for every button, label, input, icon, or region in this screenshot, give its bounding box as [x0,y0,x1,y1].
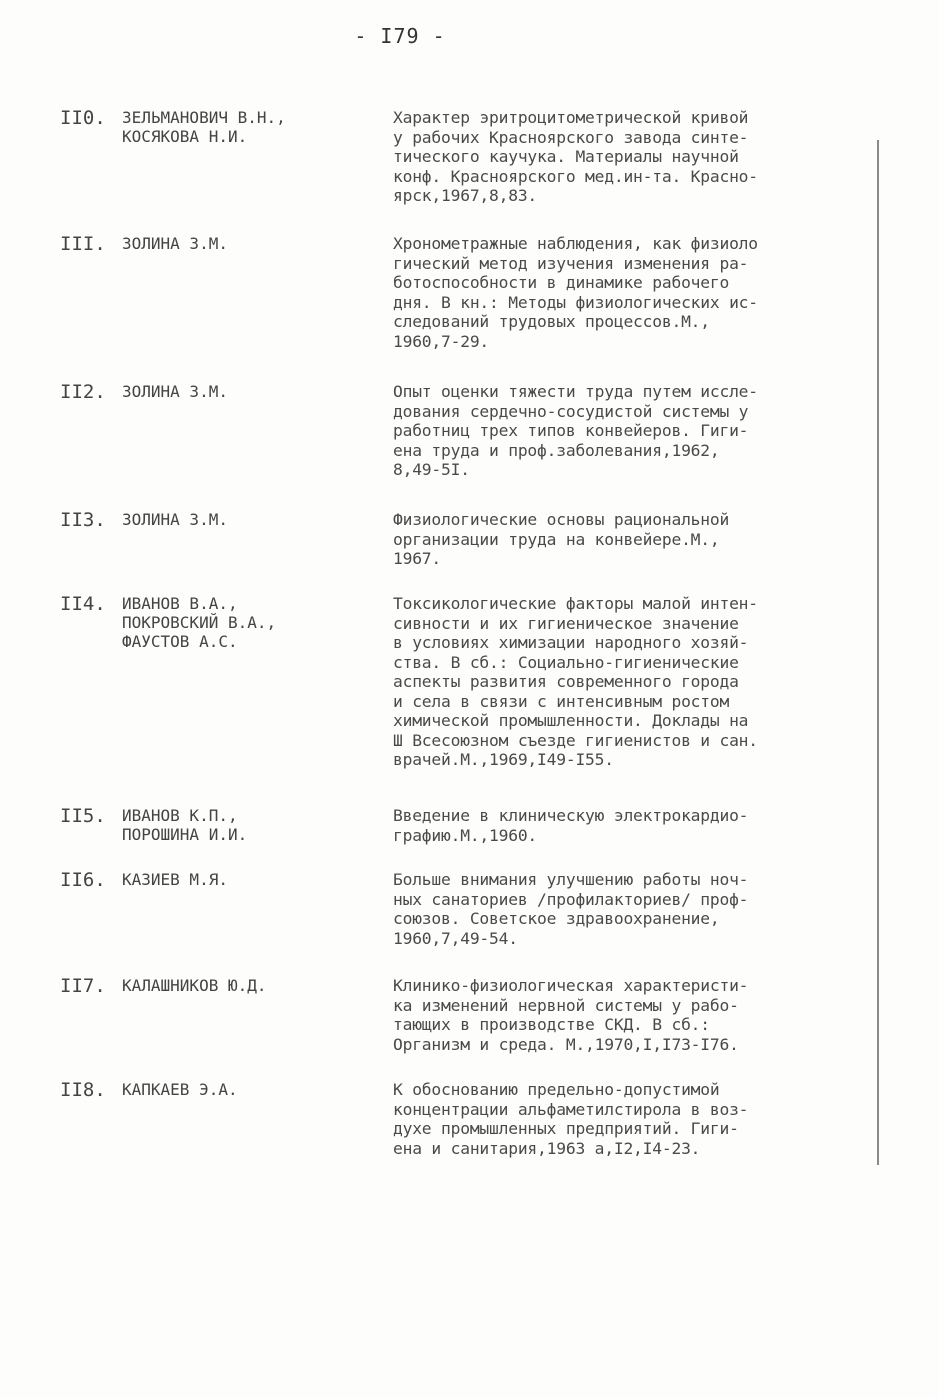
citation-line: 1960,7-29. [393,331,490,351]
entry-citation [393,870,879,948]
citation-line: врачей.М.,1969,I49-I55. [393,750,614,769]
citation-line: сивности и их гигиеническое значение [393,613,739,633]
entry-authors [122,1080,382,1099]
entry-number: II7. [60,975,106,997]
entry-citation [393,234,879,351]
entry-citation [393,806,879,845]
citation-line: Введение в клиническую электрокардио- [393,806,749,825]
citation-line: духе промышленных предприятий. Гиги- [393,1119,739,1138]
citation-line: Ш Всесоюзном съезде гигиенистов и сан. [393,730,758,750]
author-line: КАПКАЕВ Э.А. [122,1080,238,1099]
entry-authors [122,234,382,253]
citation-line: ка изменений нервной системы у рабо- [393,995,739,1015]
citation-line: тического каучука. Материалы научной [393,147,739,166]
citation-line: дования сердечно-сосудистой системы у [393,401,749,421]
citation-line: концентрации альфаметилстирола в воз- [393,1099,749,1119]
author-line: ЗЕЛЬМАНОВИЧ В.Н., [122,108,286,127]
citation-line: 8,49-5I. [393,460,470,479]
entry-number: II3. [60,509,106,531]
citation-line: Токсикологические факторы малой интен- [393,594,758,613]
citation-line: ярск,1967,8,83. [393,186,538,205]
citation-line: Больше внимания улучшению работы ноч- [393,870,749,889]
citation-line: 1967. [393,549,442,568]
author-line: ИВАНОВ К.П., [122,806,238,825]
citation-line: гический метод изучения изменения ра- [393,253,749,273]
citation-line: Характер эритроцитометрической кривой [393,108,749,127]
citation-line: химической промышленности. Доклады на [393,711,749,730]
author-line: ЗОЛИНА З.М. [122,382,228,401]
entry-citation [393,510,879,569]
citation-line: в условиях химизации народного хозяй- [393,633,749,652]
citation-line: дня. В кн.: Методы физиологических ис- [393,292,758,312]
entry-authors [122,510,382,529]
citation-line: К обоснованию предельно-допустимой [393,1080,720,1099]
entry-number: II4. [60,593,106,615]
citation-line: 1960,7,49-54. [393,928,518,948]
entry-authors [122,870,382,889]
author-line: ФАУСТОВ А.С. [122,632,238,651]
entry-authors [122,382,382,401]
entry-number: II2. [60,381,106,403]
entry-number: II0. [60,107,106,129]
entry-number: III. [60,233,106,255]
citation-line: ных санаториев /профилакториев/ проф- [393,889,749,909]
author-line: ПОРОШИНА И.И. [122,825,248,844]
citation-line: работниц трех типов конвейеров. Гиги- [393,421,749,440]
author-line: ИВАНОВ В.А., [122,594,238,613]
author-line: КОСЯКОВА Н.И. [122,127,248,146]
citation-line: Хронометражные наблюдения, как физиоло [393,234,758,253]
entry-citation [393,594,879,770]
entry-number: II8. [60,1079,106,1101]
citation-line: Клинико-физиологическая характеристи- [393,976,749,995]
citation-line: Организм и среда. М.,1970,I,I73-I76. [393,1034,739,1054]
entry-citation [393,108,879,206]
citation-line: у рабочих Красноярского завода синте- [393,127,749,147]
entry-authors [122,594,382,651]
entry-citation [393,1080,879,1158]
author-line: ЗОЛИНА З.М. [122,234,228,253]
entry-citation [393,382,879,480]
page-number: - I79 - [354,24,446,48]
citation-line: аспекты развития современного города [393,672,739,691]
citation-line: графию.М.,1960. [393,825,538,845]
author-line: КАЛАШНИКОВ Ю.Д. [122,976,267,995]
author-line: ЗОЛИНА З.М. [122,510,228,529]
author-line: КАЗИЕВ М.Я. [122,870,228,889]
entry-authors [122,976,382,995]
entry-authors [122,806,382,844]
citation-line: ства. В сб.: Социально-гигиенические [393,652,739,672]
citation-line: ена труда и проф.заболевания,1962, [393,440,720,460]
citation-line: союзов. Советское здравоохранение, [393,909,720,928]
citation-line: тающих в производстве СКД. В сб.: [393,1015,710,1034]
citation-line: Опыт оценки тяжести труда путем иссле- [393,382,758,401]
author-line: ПОКРОВСКИЙ В.А., [122,613,277,632]
entry-number: II5. [60,805,106,827]
entry-authors [122,108,382,146]
entry-citation [393,976,879,1054]
citation-line: и села в связи с интенсивным ростом [393,691,730,711]
citation-line: ена и санитария,1963 а,I2,I4-23. [393,1138,701,1158]
citation-line: конф. Красноярского мед.ин-та. Красно- [393,166,758,186]
citation-line: организации труда на конвейере.М., [393,529,720,549]
citation-line: следований трудовых процессов.М., [393,312,710,331]
citation-line: ботоспособности в динамике рабочего [393,273,730,292]
entry-number: II6. [60,869,106,891]
citation-line: Физиологические основы рациональной [393,510,730,529]
